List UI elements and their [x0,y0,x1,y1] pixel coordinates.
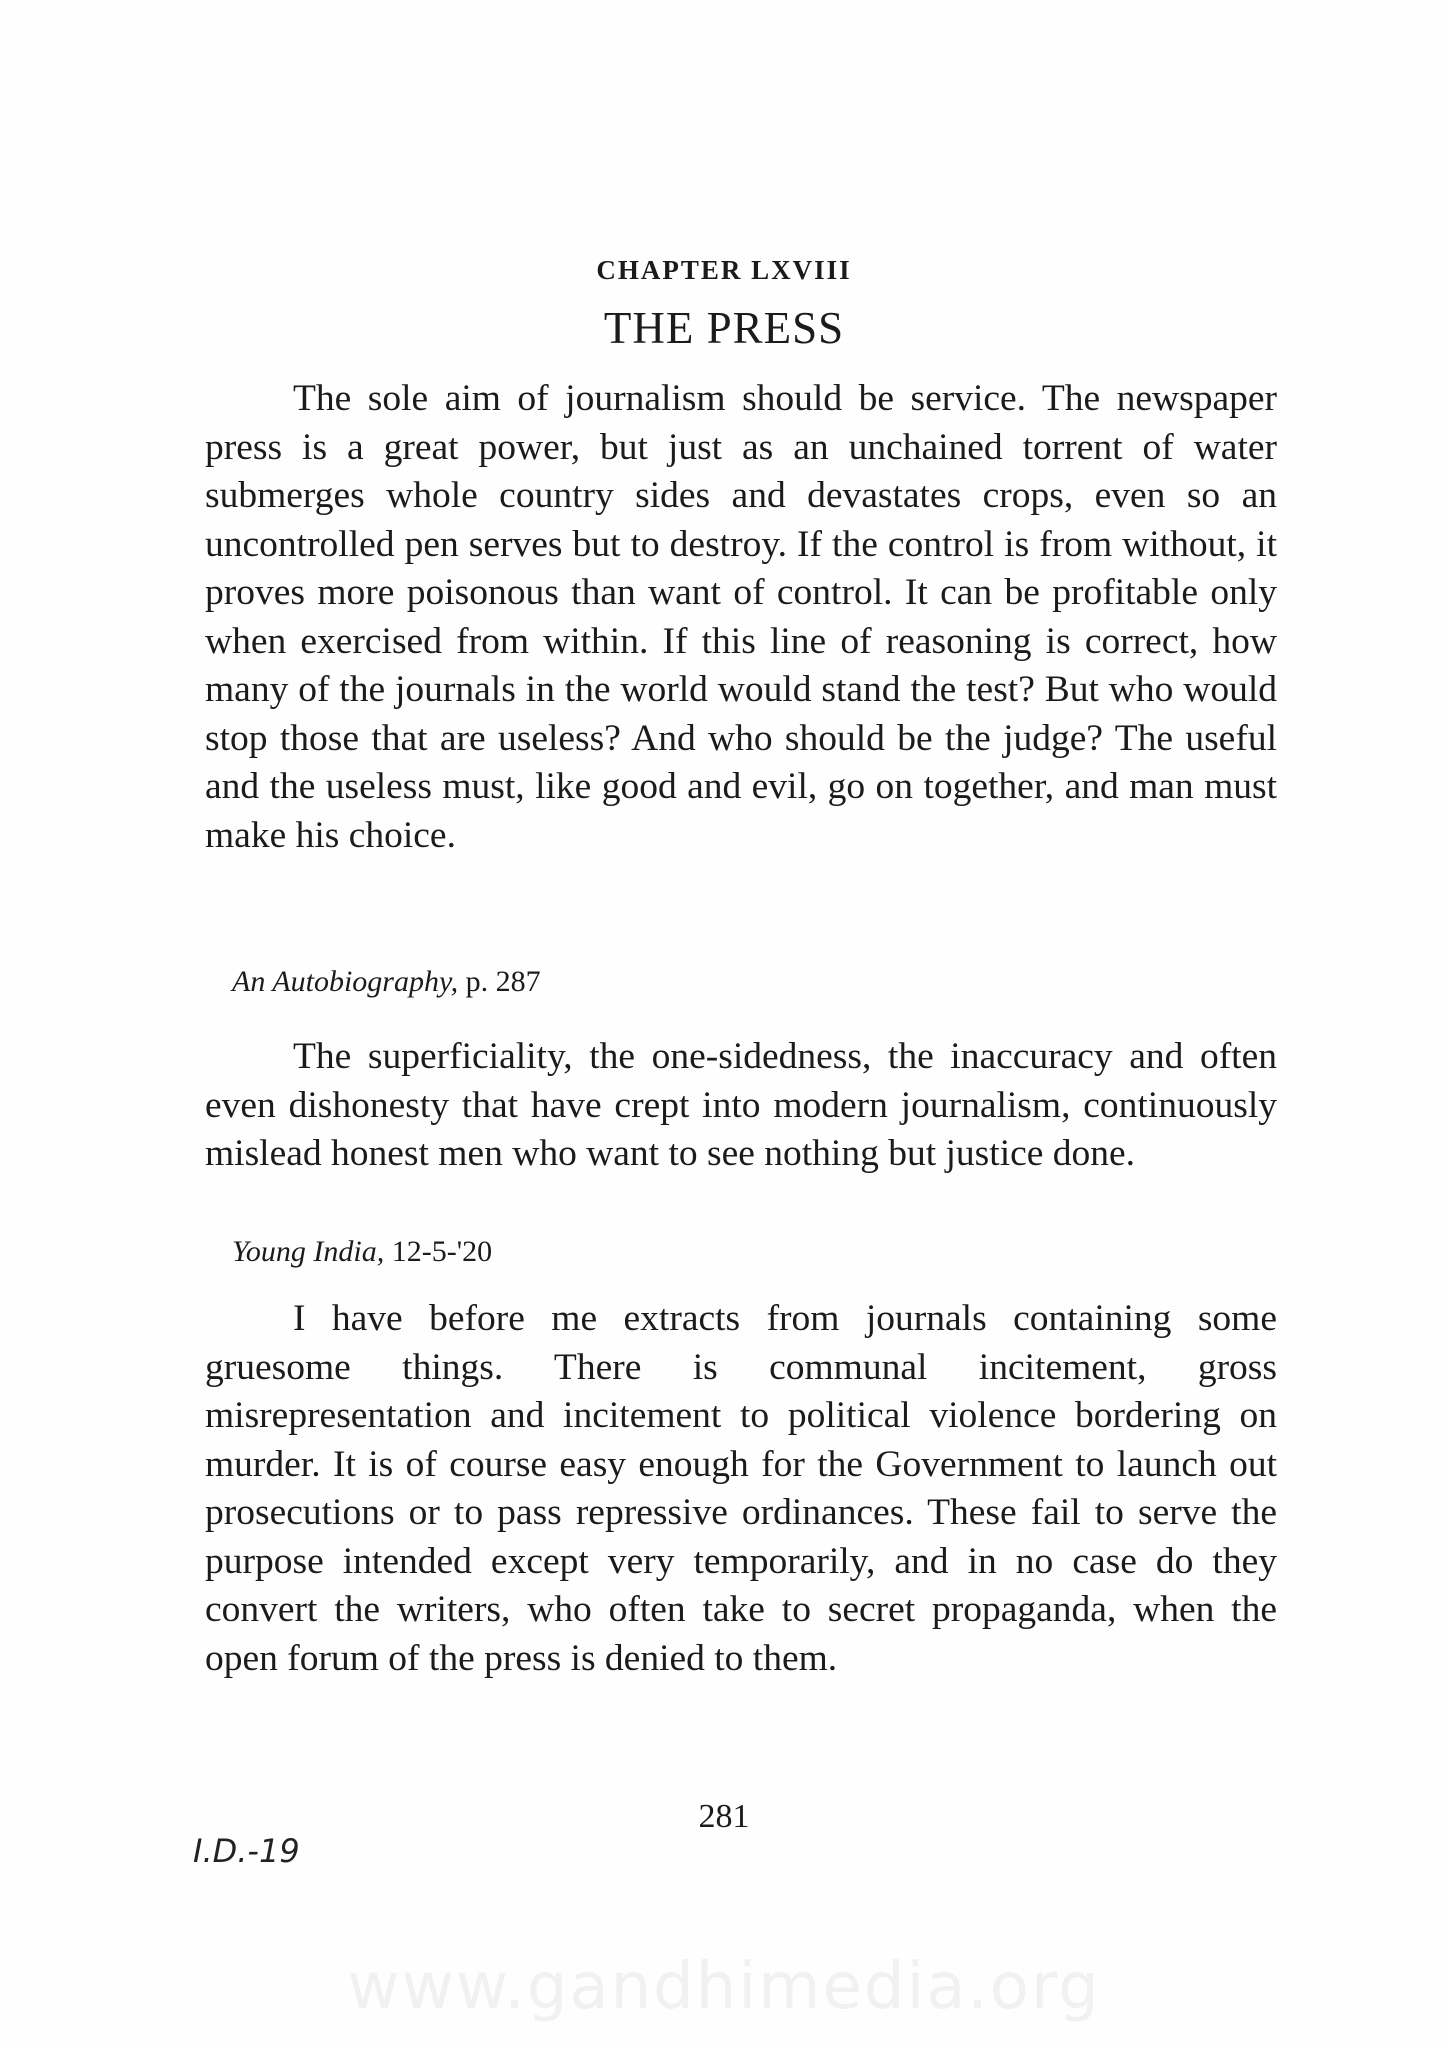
paragraph-1: The sole aim of journalism should be service. The newspaper press is a great power, but just as an unchained torrent of water submerges whole country sides and devastates crops, even so an uncontrolled pen serves but to destroy. If the control is from without, it proves more poisonous than want of control. It can be profitable only when exercised from within. If this line of reasoning is correct, how many of the journals in the world would stand the test? But who would stop those that are useless? And who should be the judge? The useful and the useless must, like good and evil, go on together, and man must make his choice. [205,378,1277,856]
chapter-title: THE PRESS [603,303,845,353]
paragraph-2: The superficiality, the one-sidedness, the inaccuracy and often even dishonesty that have crept into modern journalism, continuously mislead honest men who want to see nothing but justice done. [205,1036,1277,1174]
citation-detail: 12-5-'20 [391,1235,493,1268]
chapter-label: CHAPTER LXVIII [596,255,852,285]
paragraph-3: I have before me extracts from journals containing some gruesome things. There is communal incitement, gross misrepresentation and incitement to political violence bordering on murder. It is of course easy enough for the Government to launch out prosecutions or to pass repressive ordinances. These fail to serve the purpose intended except very temporarily, and in no case do they convert the writers, who often take to secret propaganda, when the open forum of the press is denied to them. [205,1298,1277,1679]
citation-2 [232,1235,492,1269]
page-number: 281 [698,1798,750,1835]
citation-source: Young India, [232,1235,385,1268]
watermark: www.gandhimedia.org [347,1950,1101,2024]
citation-source: An Autobiography, [232,965,459,998]
signature-mark: I.D.-19 [193,1832,300,1870]
citation-detail: p. 287 [465,965,541,998]
citation-1 [232,965,541,999]
